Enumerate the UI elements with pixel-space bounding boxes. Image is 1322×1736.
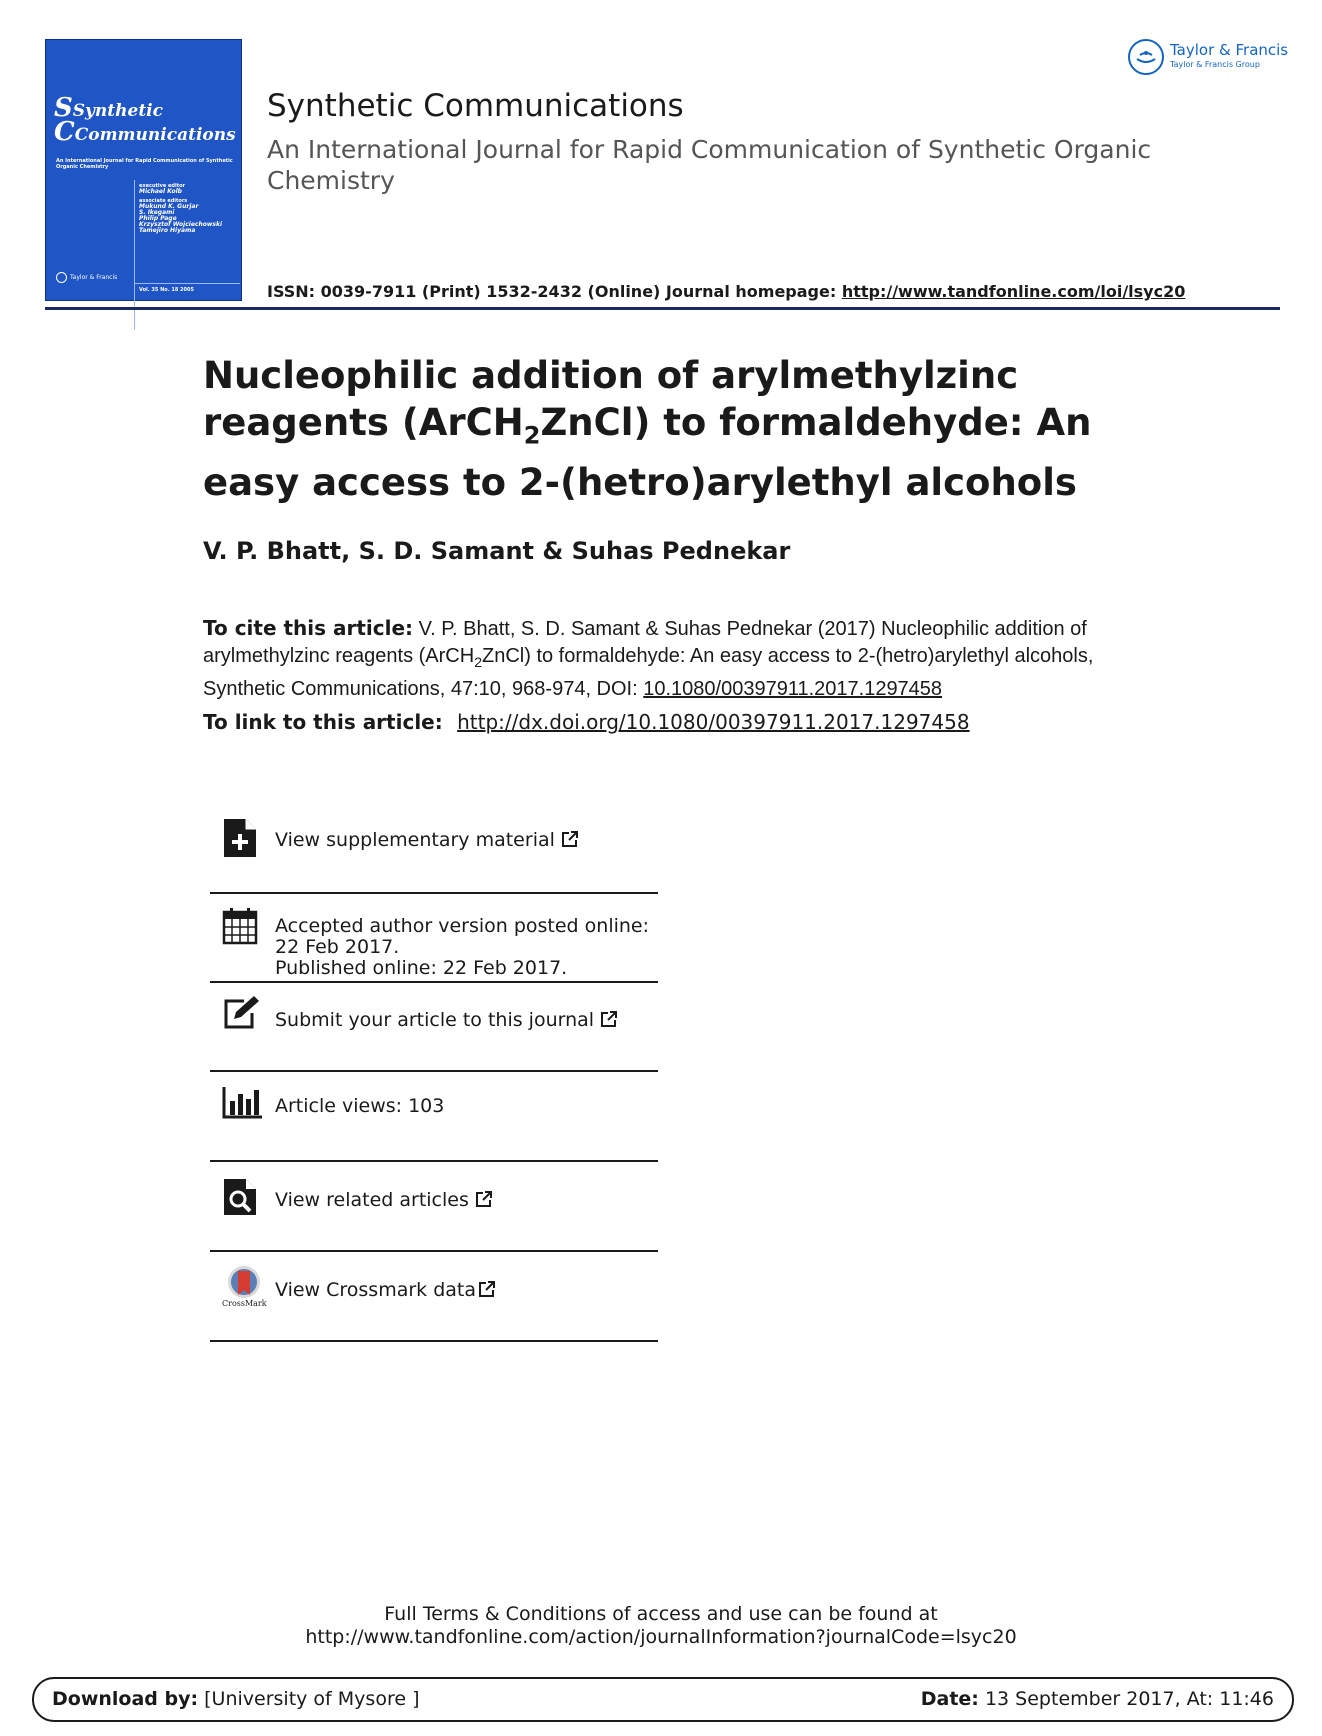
cover-editors [139,183,234,234]
terms-block [0,1603,1322,1649]
header-rule [45,307,1280,310]
article-link [203,710,970,734]
cite-text-part1: V. P. Bhatt, S. D. Samant & Suhas Pednekar (2017) Nucleophilic addition of arylmethylzinc reagents (ArCH [203,618,1087,667]
issn-text: ISSN: 0039-7911 (Print) 1532-2432 (Online) Journal homepage: [267,282,837,301]
article-title-part2: ZnCl) to formaldehyde: An easy access to 2-(hetro)arylethyl alcohols [203,401,1092,505]
external-link-icon [478,1280,496,1298]
file-plus-icon [222,817,258,853]
dates-text [275,916,655,979]
journal-homepage-link[interactable]: http://www.tandfonline.com/loi/lsyc20 [841,282,1186,301]
download-by [52,1688,420,1710]
crossmark-row[interactable] [210,1265,658,1321]
external-link-icon [475,1190,493,1208]
supplementary-row[interactable] [210,817,658,873]
supplementary-label: View supplementary material [275,829,555,851]
download-label: Download by: [52,1688,199,1710]
link-label: To link to this article: [203,710,443,734]
cover-associate: Tamejiro Hiyama [139,227,196,234]
calendar-icon [222,907,258,943]
search-file-icon [222,1177,258,1213]
date-value: 13 September 2017, At: 11:46 [984,1688,1274,1710]
article-title-subscript: 2 [523,421,541,450]
submit-link[interactable] [275,1010,618,1031]
related-label: View related articles [275,1189,469,1211]
crossmark-link[interactable] [275,1280,496,1301]
info-divider [210,1340,658,1342]
journal-subtitle: An International Journal for Rapid Communication of Synthetic Organic Chemistry [267,135,1152,195]
article-title [203,352,1143,506]
submit-label: Submit your article to this journal [275,1009,595,1031]
cover-title-line2: Communications [74,125,236,145]
journal-cover-image [45,39,242,301]
issn-line [267,282,1185,301]
cover-publisher-icon [56,272,67,283]
info-divider [210,981,658,983]
cover-title: SSynthetic CCommunications [54,93,236,147]
article-views: Article views: 103 [275,1095,445,1117]
cover-volume: Vol. 35 No. 18 2005 [139,287,194,293]
info-divider [210,1070,658,1072]
crossmark-icon [222,1265,266,1311]
cover-associate-label: associate editors [139,198,188,204]
cover-title-line1: Synthetic [72,101,163,121]
info-divider [210,1250,658,1252]
download-info-bar [32,1677,1294,1722]
crossmark-logo-text: CrossMark [222,1299,267,1308]
cover-subtitle: An International Journal for Rapid Communication of Synthetic Organic Chemistry [56,158,233,170]
crossmark-label: View Crossmark data [275,1279,477,1301]
cover-associate: Mukund K. Gurjar [139,203,199,210]
related-link[interactable] [275,1190,493,1211]
cover-strip [134,283,240,284]
related-row[interactable] [210,1175,658,1231]
cover-editor: Michael Kolb [139,188,182,195]
article-authors: V. P. Bhatt, S. D. Samant & Suhas Pednekar [203,537,791,565]
citation [203,615,1103,703]
publisher-logo-icon [1128,39,1164,75]
cite-text-part2: ZnCl) to formaldehyde: An easy access to 2-(hetro)arylethyl alcohols, Synthetic Communications, 47:10, 968-974, DOI: [203,645,1094,700]
cover-associate: Philip Page [139,215,177,222]
cite-label: To cite this article: [203,616,414,640]
published-date: Published online: 22 Feb 2017. [275,957,568,979]
cover-publisher [56,272,117,283]
views-row [210,1085,658,1141]
external-link-icon [600,1010,618,1028]
info-divider [210,892,658,894]
publisher-group: Taylor & Francis Group [1170,60,1260,69]
submit-row[interactable] [210,995,658,1051]
cite-doi-link[interactable]: 10.1080/00397911.2017.1297458 [643,678,943,700]
date-label: Date: [920,1688,979,1710]
cover-publisher-name: Taylor & Francis [70,274,118,281]
supplementary-link[interactable] [275,830,579,851]
download-value: [University of Mysore ] [204,1688,420,1710]
download-date [921,1688,1274,1710]
info-divider [210,1160,658,1162]
terms-url[interactable]: http://www.tandfonline.com/action/journalInformation?journalCode=lsyc20 [305,1626,1017,1648]
external-link-icon [561,830,579,848]
publisher-logo[interactable] [1128,39,1288,79]
article-doi-link[interactable]: http://dx.doi.org/10.1080/00397911.2017.1297458 [457,710,970,734]
journal-title: Synthetic Communications [267,88,684,124]
terms-line1: Full Terms & Conditions of access and use can be found at [384,1603,938,1625]
cover-editor-label: executive editor [139,183,186,189]
dates-row [210,907,658,977]
cite-subscript: 2 [474,654,482,670]
cover-associate: Krzysztof Wojciechowski [139,221,223,228]
publisher-name: Taylor & Francis [1170,41,1289,59]
accepted-date: Accepted author version posted online: 22 Feb 2017. [275,915,650,958]
article-title-part1: Nucleophilic addition of arylmethylzinc reagents (ArCH [203,354,1019,444]
edit-icon [222,995,258,1031]
bar-chart-icon [222,1085,258,1121]
cover-associate: S. Ikegami [139,209,175,216]
